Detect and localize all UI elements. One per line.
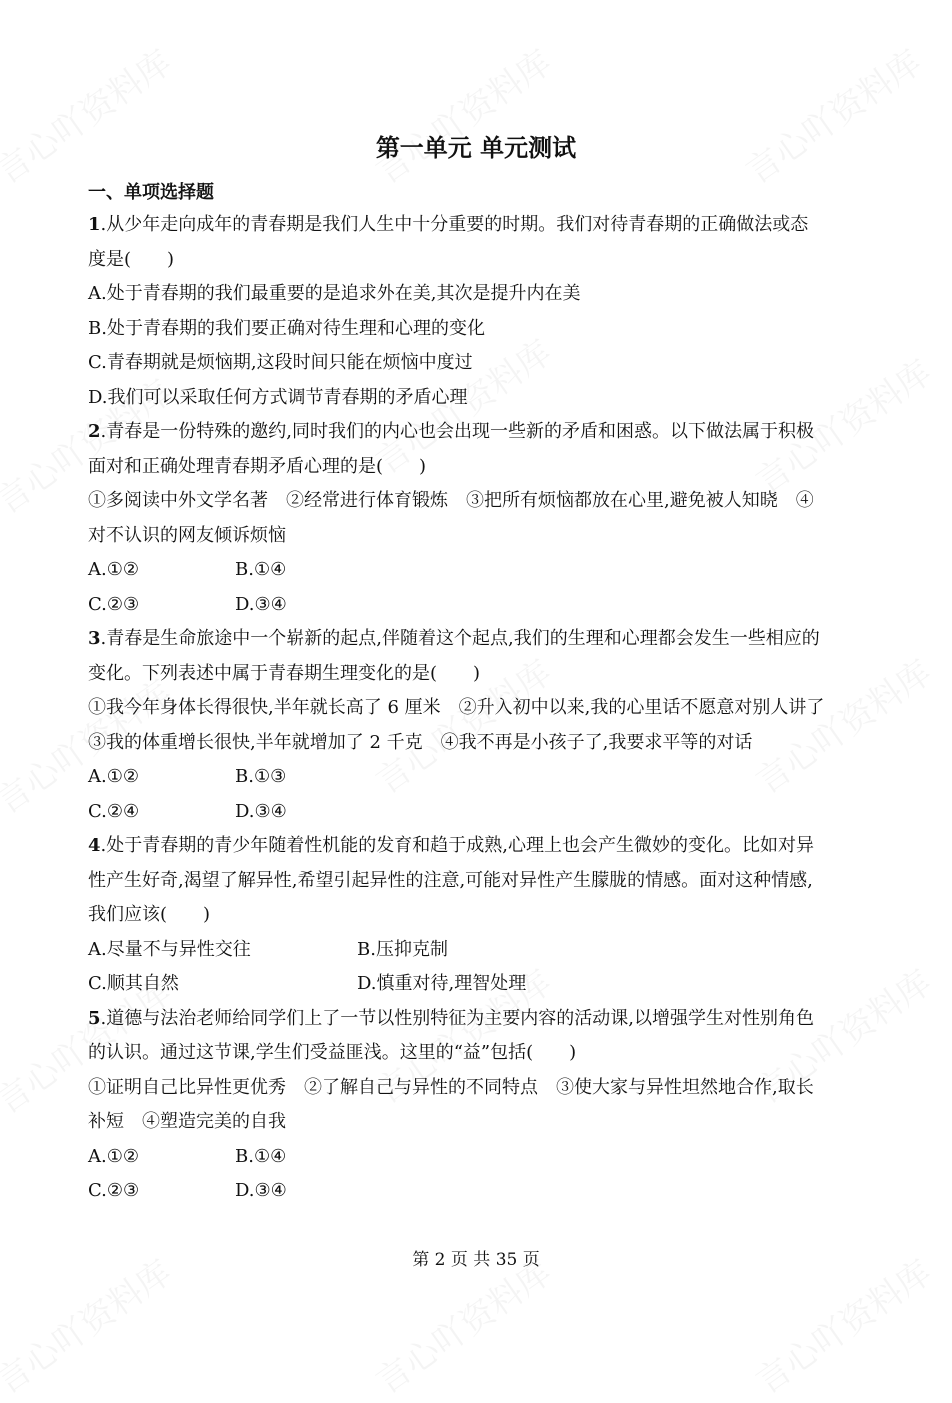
question-stem-text: 变化。下列表述中属于青春期生理变化的是( ) [88, 662, 481, 684]
question-stem-text: .青春是生命旅途中一个崭新的起点,伴随着这个起点,我们的生理和心理都会发生一些相应的 [100, 628, 820, 649]
question-stem-text: .道德与法治老师给同学们上了一节以性别特征为主要内容的活动课,以增强学生对性别角色 [100, 1007, 814, 1029]
question [88, 415, 868, 622]
question-number: 4 [88, 835, 101, 856]
question-stem-line [88, 829, 868, 864]
option-row [88, 967, 868, 1002]
statement-line: ①我今年身体长得很快,半年就长高了 6 厘米 ②升入初中以来,我的心里话不愿意对别人讲了 [88, 697, 825, 718]
question-stem-text: 性产生好奇,渴望了解异性,希望引起异性的注意,可能对异性产生朦胧的情感。面对这种情感, [88, 869, 813, 891]
statement-line: ③我的体重增长很快,半年就增加了 2 千克 ④我不再是小孩子了,我要求平等的对话 [88, 731, 753, 753]
statement-line: ①证明自己比异性更优秀 ②了解自己与异性的不同特点 ③使大家与异性坦然地合作,取长 [88, 1076, 814, 1098]
question-stem-text: 度是( ) [88, 248, 175, 270]
question-stem-line [88, 208, 868, 243]
question-number: 1 [88, 214, 101, 235]
answer-option: D.③④ [235, 800, 287, 822]
answer-option: C.②③ [88, 593, 140, 615]
statement-line: 补短 ④塑造完美的自我 [88, 1111, 286, 1132]
answer-option: C.青春期就是烦恼期,这段时间只能在烦恼中度过 [88, 352, 473, 373]
option-row [88, 795, 868, 830]
answer-option: A.①② [88, 1145, 139, 1167]
answer-option: D.③④ [235, 593, 287, 615]
question-number: 3 [88, 628, 101, 649]
answer-option: D.慎重对待,理智处理 [357, 973, 527, 994]
option-row [88, 588, 868, 623]
answer-option: A.尽量不与异性交往 [88, 938, 251, 960]
option-row [88, 1140, 868, 1175]
option-row [88, 933, 868, 968]
answer-option: C.②③ [88, 1180, 140, 1201]
answer-option: B.压抑克制 [357, 938, 448, 960]
question-stem-line [88, 243, 868, 278]
answer-option: A.①② [88, 766, 139, 787]
question [88, 829, 868, 1002]
question-list [88, 208, 868, 1209]
answer-option: B.①③ [235, 766, 287, 787]
answer-option: D.我们可以采取任何方式调节青春期的矛盾心理 [88, 386, 468, 408]
answer-option: A.①② [88, 559, 139, 580]
question-number: 2 [88, 421, 101, 442]
question-stem-text: 面对和正确处理青春期矛盾心理的是( ) [88, 455, 427, 477]
question-stem-text: .从少年走向成年的青春期是我们人生中十分重要的时期。我们对待青春期的正确做法或态 [100, 214, 809, 235]
answer-option: B.处于青春期的我们要正确对待生理和心理的变化 [88, 317, 485, 339]
answer-option: C.顺其自然 [88, 973, 179, 994]
question-stem-line [88, 622, 868, 657]
watermark-text [0, 36, 180, 193]
statement-line: 对不认识的网友倾诉烦恼 [88, 524, 286, 546]
question-stem-line [88, 864, 868, 899]
watermark-text [364, 36, 559, 193]
option-row [88, 553, 868, 588]
answer-option: D.③④ [235, 1180, 287, 1201]
question-stem-line [88, 657, 868, 692]
question [88, 622, 868, 829]
question-number: 5 [88, 1007, 101, 1029]
question [88, 1002, 868, 1209]
answer-option: B.①④ [235, 559, 287, 580]
question-stem-text: 我们应该( ) [88, 904, 211, 925]
page-title: 第一单元 单元测试 [375, 134, 577, 162]
question-stem-text: 的认识。通过这节课,学生们受益匪浅。这里的“益”包括( ) [88, 1042, 577, 1063]
question-stem-line [88, 898, 868, 933]
question-stem-text: .处于青春期的青少年随着性机能的发育和趋于成熟,心理上也会产生微妙的变化。比如对异 [100, 835, 814, 856]
answer-option: A.处于青春期的我们最重要的是追求外在美,其次是提升内在美 [88, 283, 581, 304]
answer-option: C.②④ [88, 800, 140, 822]
question-stem-line [88, 450, 868, 485]
question-stem-line [88, 1002, 868, 1037]
question-stem-line [88, 415, 868, 450]
page-footer: 第 2 页 共 35 页 [412, 1250, 540, 1270]
option-row [88, 1174, 868, 1209]
watermark-text [734, 36, 929, 193]
section-heading: 一、单项选择题 [88, 182, 214, 203]
question-stem-text: .青春是一份特殊的邀约,同时我们的内心也会出现一些新的矛盾和困惑。以下做法属于积极 [100, 421, 814, 442]
statement-line: ①多阅读中外文学名著 ②经常进行体育锻炼 ③把所有烦恼都放在心里,避免被人知晓 ④ [88, 490, 814, 511]
question-stem-line [88, 1036, 868, 1071]
answer-option: B.①④ [235, 1145, 287, 1167]
option-row [88, 760, 868, 795]
question [88, 208, 868, 415]
